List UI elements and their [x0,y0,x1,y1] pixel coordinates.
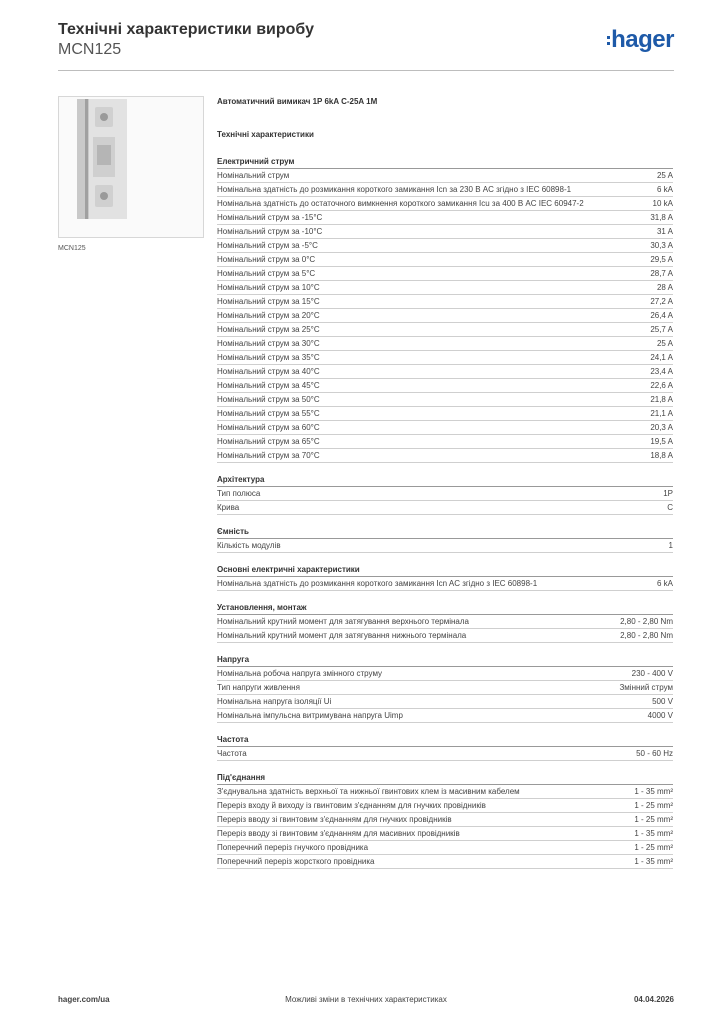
spec-label: Номінальний струм за 0°C [217,255,316,264]
logo-dots-icon [607,33,610,48]
spec-value: 25 A [656,339,673,348]
spec-row [217,681,673,695]
spec-value: 230 - 400 V [631,669,673,678]
spec-row [217,421,673,435]
section-gap [217,591,673,601]
spec-value: 20,3 A [650,423,673,432]
spec-value: 27,2 A [650,297,673,306]
spec-label: Номінальний струм за 45°C [217,381,320,390]
section-heading: Установлення, монтаж [217,601,673,615]
spec-label: Номінальний струм за 55°C [217,409,320,418]
product-code: MCN125 [58,41,122,58]
spec-value: 18,8 A [650,451,673,460]
spec-row [217,295,673,309]
spec-value: 28 A [656,283,673,292]
spec-row [217,747,673,761]
spec-value: 1 - 25 mm² [634,801,673,810]
spec-row [217,183,673,197]
spec-label: Поперечний переріз жорсткого провідника [217,857,375,866]
product-image [58,96,204,238]
spec-value: 28,7 A [650,269,673,278]
spec-value: 2,80 - 2,80 Nm [620,617,673,626]
spec-row [217,225,673,239]
section-gap [217,463,673,473]
spec-label: Кількість модулів [217,541,281,550]
spec-value: 10 kA [652,199,673,208]
spec-row [217,267,673,281]
circuit-breaker-icon [59,97,203,237]
section-heading: Ємність [217,525,673,539]
spec-label: Номінальний струм за 70°C [217,451,320,460]
spec-value: 21,1 A [650,409,673,418]
spec-label: Номінальний струм за -10°C [217,227,323,236]
spec-label: Номінальний струм за 5°C [217,269,316,278]
spec-row [217,407,673,421]
spec-row [217,841,673,855]
spec-label: Номінальний струм за 25°C [217,325,320,334]
section-heading: Під'єднання [217,771,673,785]
spec-row [217,239,673,253]
footer-website: hager.com/ua [58,995,110,1004]
spec-label: Номінальний струм [217,171,290,180]
spec-row [217,449,673,463]
spec-label: Номінальний струм за -5°C [217,241,318,250]
spec-label: Номінальна здатність до остаточного вимкнення короткого замикання Icu за 400 В AC IEC 60947-2 [217,199,584,208]
spec-label: Номінальний струм за 60°C [217,423,320,432]
section-heading: Електричний струм [217,155,673,169]
spec-label: Номінальний струм за 20°C [217,311,320,320]
section-heading: Архітектура [217,473,673,487]
spec-row [217,827,673,841]
spec-value: 25,7 A [650,325,673,334]
spec-row [217,351,673,365]
spec-row [217,785,673,799]
spec-value: 6 kA [656,185,673,194]
spec-value: 1 - 25 mm² [634,815,673,824]
spec-row [217,253,673,267]
spec-value: 24,1 A [650,353,673,362]
spec-label: Номінальний струм за 65°C [217,437,320,446]
spec-label: Номінальний струм за 50°C [217,395,320,404]
spec-row [217,197,673,211]
spec-value: 30,3 A [650,241,673,250]
spec-row [217,365,673,379]
spec-value: Змінний струм [619,683,673,692]
section-gap [217,723,673,733]
spec-row [217,337,673,351]
spec-label: Крива [217,503,240,512]
spec-row [217,211,673,225]
spec-row [217,577,673,591]
section-gap [217,761,673,771]
spec-row [217,393,673,407]
section-gap [217,643,673,653]
spec-row [217,695,673,709]
spec-label: Номінальний струм за -15°C [217,213,323,222]
spec-value: 500 V [652,697,673,706]
spec-label: Поперечний переріз гнучкого провідника [217,843,369,852]
spec-value: 1P [663,489,673,498]
spec-value: 31 A [656,227,673,236]
spec-label: Номінальна напруга ізоляції Ui [217,697,332,706]
spec-value: 6 kA [656,579,673,588]
spec-label: Номінальна імпульсна витримувана напруга Uimp [217,711,403,720]
spec-row [217,323,673,337]
spec-row [217,799,673,813]
spec-row [217,615,673,629]
spec-value: 25 A [656,171,673,180]
spec-sections [217,155,673,869]
spec-label: Номінальна робоча напруга змінного струму [217,669,383,678]
spec-row [217,169,673,183]
spec-label: Номінальний крутний момент для затягування верхнього термінала [217,617,469,626]
spec-label: Номінальний струм за 15°C [217,297,320,306]
spec-value: 23,4 A [650,367,673,376]
spec-value: 2,80 - 2,80 Nm [620,631,673,640]
spec-label: Номінальна здатність до розмикання короткого замикання Icn за 230 В AC згідно з IEC 60898-1 [217,185,572,194]
spec-value: 1 - 35 mm² [634,857,673,866]
spec-label: Номінальний крутний момент для затягування нижнього термінала [217,631,467,640]
spec-label: Тип полюса [217,489,261,498]
section-gap [217,553,673,563]
spec-row [217,629,673,643]
spec-value: 22,6 A [650,381,673,390]
spec-label: Номінальний струм за 40°C [217,367,320,376]
spec-row [217,667,673,681]
spec-label: Частота [217,749,247,758]
spec-label: З'єднувальна здатність верхньої та нижньої гвинтових клем із масивним кабелем [217,787,520,796]
spec-label: Номінальний струм за 30°C [217,339,320,348]
spec-row [217,855,673,869]
logo-text: hager [611,26,674,53]
spec-label: Переріз вводу зі гвинтовим з'єднанням для гнучких провідників [217,815,452,824]
spec-value: 50 - 60 Hz [636,749,673,758]
page-title: Технічні характеристики виробу [58,21,314,38]
section-heading: Напруга [217,653,673,667]
spec-label: Номінальна здатність до розмикання короткого замикання Icn AC згідно з IEC 60898-1 [217,579,538,588]
spec-row [217,501,673,515]
spec-label: Переріз входу й виходу із гвинтовим з'єднанням для гнучких провідників [217,801,486,810]
spec-value: 21,8 A [650,395,673,404]
spec-label: Номінальний струм за 35°C [217,353,320,362]
spec-label: Переріз вводу зі гвинтовим з'єднанням для масивних провідників [217,829,460,838]
page-header [58,20,674,71]
spec-value: 1 [668,541,673,550]
spec-row [217,813,673,827]
section-heading: Частота [217,733,673,747]
spec-value: 26,4 A [650,311,673,320]
spec-value: 4000 V [647,711,673,720]
footer-date: 04.04.2026 [633,995,674,1004]
spec-value: 19,5 A [650,437,673,446]
footer-disclaimer: Можливі зміни в технічних характеристиках [285,995,447,1004]
image-caption: MCN125 [58,245,86,252]
spec-row [217,487,673,501]
spec-row [217,281,673,295]
spec-row [217,435,673,449]
section-heading: Основні електричні характеристики [217,563,673,577]
spec-row [217,309,673,323]
hager-logo [607,26,674,54]
spec-label: Номінальний струм за 10°C [217,283,320,292]
spec-value: 29,5 A [650,255,673,264]
section-gap [217,515,673,525]
spec-label: Тип напруги живлення [217,683,300,692]
spec-value: C [667,503,673,512]
spec-value: 1 - 35 mm² [634,787,673,796]
spec-value: 1 - 35 mm² [634,829,673,838]
spec-row [217,379,673,393]
specs-title: Технічні характеристики [217,130,314,139]
product-name: Автоматичний вимикач 1P 6kA C-25A 1M [217,97,378,106]
spec-row [217,709,673,723]
spec-value: 31,8 A [650,213,673,222]
spec-row [217,539,673,553]
spec-value: 1 - 25 mm² [634,843,673,852]
